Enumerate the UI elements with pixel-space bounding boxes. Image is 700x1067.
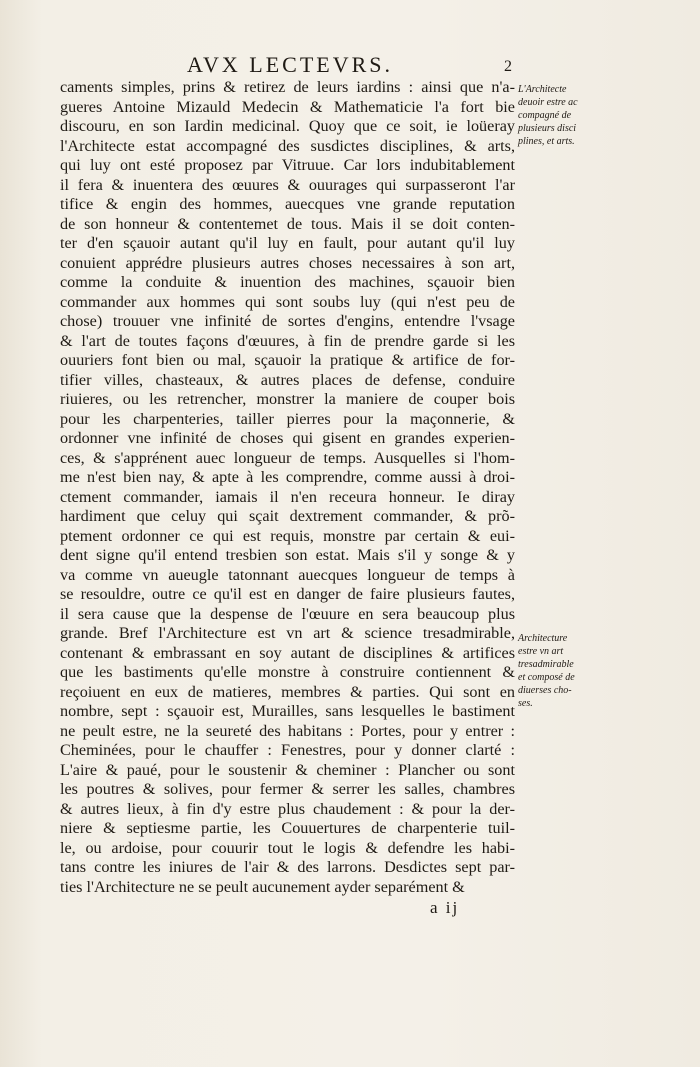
text-line: gueres Antoine Mizauld Medecin & Mathematicie l'a fort bie	[60, 97, 515, 116]
text-line: chose) trouuer vne infinité de sortes d'engins, entendre l'vsage	[60, 312, 515, 330]
text-line: ter d'en sçauoir autant qu'il luy en fault, pour autant qu'il luy	[60, 234, 515, 252]
text-line: ouuriers font bien ou mal, sçauoir la pratique & artifice de for-	[60, 351, 515, 369]
text-line: ctement commander, iamais il n'en receura honneur. Ie diray	[60, 487, 515, 506]
text-line: ces, & s'apprénent auec longueur de temps. Ausquelles si l'hom-	[60, 448, 515, 467]
text-line: pour les charpenteries, tailler pierres pour la maçonnerie, &	[60, 409, 515, 428]
text-line: ptement ordonner ce qui est requis, monstre par certain & eui-	[60, 526, 515, 545]
text-line: contenant & embrassant en soy autant de disciplines & artifices	[60, 643, 515, 662]
marginal-note-line: deuoir estre ac	[518, 97, 578, 108]
text-line: nombre, sept : sçauoir est, Murailles, sans lesquelles le bastiment	[60, 702, 515, 720]
text-line: discouru, en son Iardin medicinal. Quoy que ce soit, ie loüeray	[60, 117, 515, 135]
text-line: il fera & inuentera des œuures & ouurages qui surpasseront l'ar	[60, 175, 515, 194]
text-line: il sera cause que la despense de l'œuure en sera beaucoup plus	[60, 604, 515, 623]
text-line: me n'est bien nay, & apte à les comprendre, comme aussi à droi-	[60, 468, 515, 486]
text-line: riuieres, ou les retrencher, monstrer la maniere de couper bois	[60, 390, 515, 408]
text-line: tifice & engin des hommes, auecques vne grande reputation	[60, 195, 515, 213]
text-line: grande. Bref l'Architecture est vn art & science tresadmirable,	[60, 624, 515, 642]
marginal-note-line: plines, et arts.	[518, 136, 575, 147]
text-line: se resouldre, outre ce qu'il est en danger de faire plusieurs fautes,	[60, 585, 515, 603]
text-line: reçoiuent en eux de matieres, membres & parties. Qui sont en	[60, 682, 515, 701]
text-line: & l'art de toutes façons d'œuures, à fin de prendre garde si les	[60, 331, 515, 350]
marginal-note-architecture-art	[518, 632, 598, 710]
marginal-note-architect-disciplines	[518, 83, 598, 148]
page-number: 2	[504, 58, 512, 75]
text-line: l'Architecte estat accompagné des susdictes disciplines, & arts,	[60, 136, 515, 155]
text-line: niere & septiesme partie, les Couuertures de charpenterie tuil-	[60, 819, 515, 837]
running-head: AVX LECTEVRS.	[186, 52, 394, 77]
text-line: & autres lieux, à fin d'y estre plus chaudement : & pour la der-	[60, 799, 515, 818]
text-line: dent signe qu'il entend tresbien son estat. Mais s'il y songe & y	[60, 546, 515, 564]
text-line: les poutres & solives, pour fermer & serrer les salles, chambres	[60, 780, 515, 798]
text-line: conuient apprédre plusieurs autres choses necessaires à son art,	[60, 253, 515, 272]
marginal-note-line: Architecture	[518, 633, 568, 644]
text-line: caments simples, prins & retirez de leurs iardins : ainsi que n'a-	[60, 78, 515, 96]
marginal-note-line: ses.	[518, 698, 533, 709]
text-line: le, ou ardoise, pour couurir tout le logis & defendre les habi-	[60, 838, 515, 857]
marginal-note-line: et composé de	[518, 672, 575, 683]
text-line: tifier villes, chasteaux, & autres places de defense, conduire	[60, 370, 515, 389]
text-line: Cheminées, pour le chauffer : Fenestres, pour y donner clarté :	[60, 741, 515, 759]
marginal-note-line: compagné de	[518, 110, 572, 121]
text-line: L'aire & paué, pour le soustenir & cheminer : Plancher ou sont	[60, 760, 515, 779]
text-line: commander aux hommes qui sont soubs luy (qui n'est peu de	[60, 292, 515, 311]
text-line: va comme vn aueugle tatonnant auecques longueur de temps à	[60, 565, 515, 584]
marginal-note-line: tresadmirable	[518, 659, 574, 670]
text-line: que les bastiments qu'elle monstre à construire contiennent &	[60, 663, 515, 681]
text-line: ordonner vne infinité de choses qui gisent en grandes experien-	[60, 429, 515, 447]
text-line: ne peult estre, ne la seureté des habitans : Portes, pour y entrer :	[60, 721, 515, 740]
text-line: qui luy ont esté proposez par Vitruue. Car lors indubitablement	[60, 156, 515, 174]
text-line: de son honneur & contentemet de tous. Mais il se doit conten-	[60, 214, 515, 233]
text-line: tans contre les iniures de l'air & des larrons. Desdictes sept par-	[60, 858, 515, 876]
marginal-note-line: diuerses cho-	[518, 685, 572, 696]
marginal-note-line: plusieurs disci	[518, 123, 577, 134]
marginal-note-line: estre vn art	[518, 646, 564, 657]
signature-mark: a ij	[430, 898, 460, 917]
text-line: hardiment que celuy qui sçait dextrement commander, & prõ-	[60, 507, 515, 525]
text-line: comme la conduite & inuention des machines, sçauoir bien	[60, 273, 515, 291]
body-text	[60, 78, 515, 897]
text-line: ties l'Architecture ne se peult aucunement ayder separément &	[60, 877, 465, 896]
marginal-note-line: L'Architecte	[518, 84, 567, 95]
